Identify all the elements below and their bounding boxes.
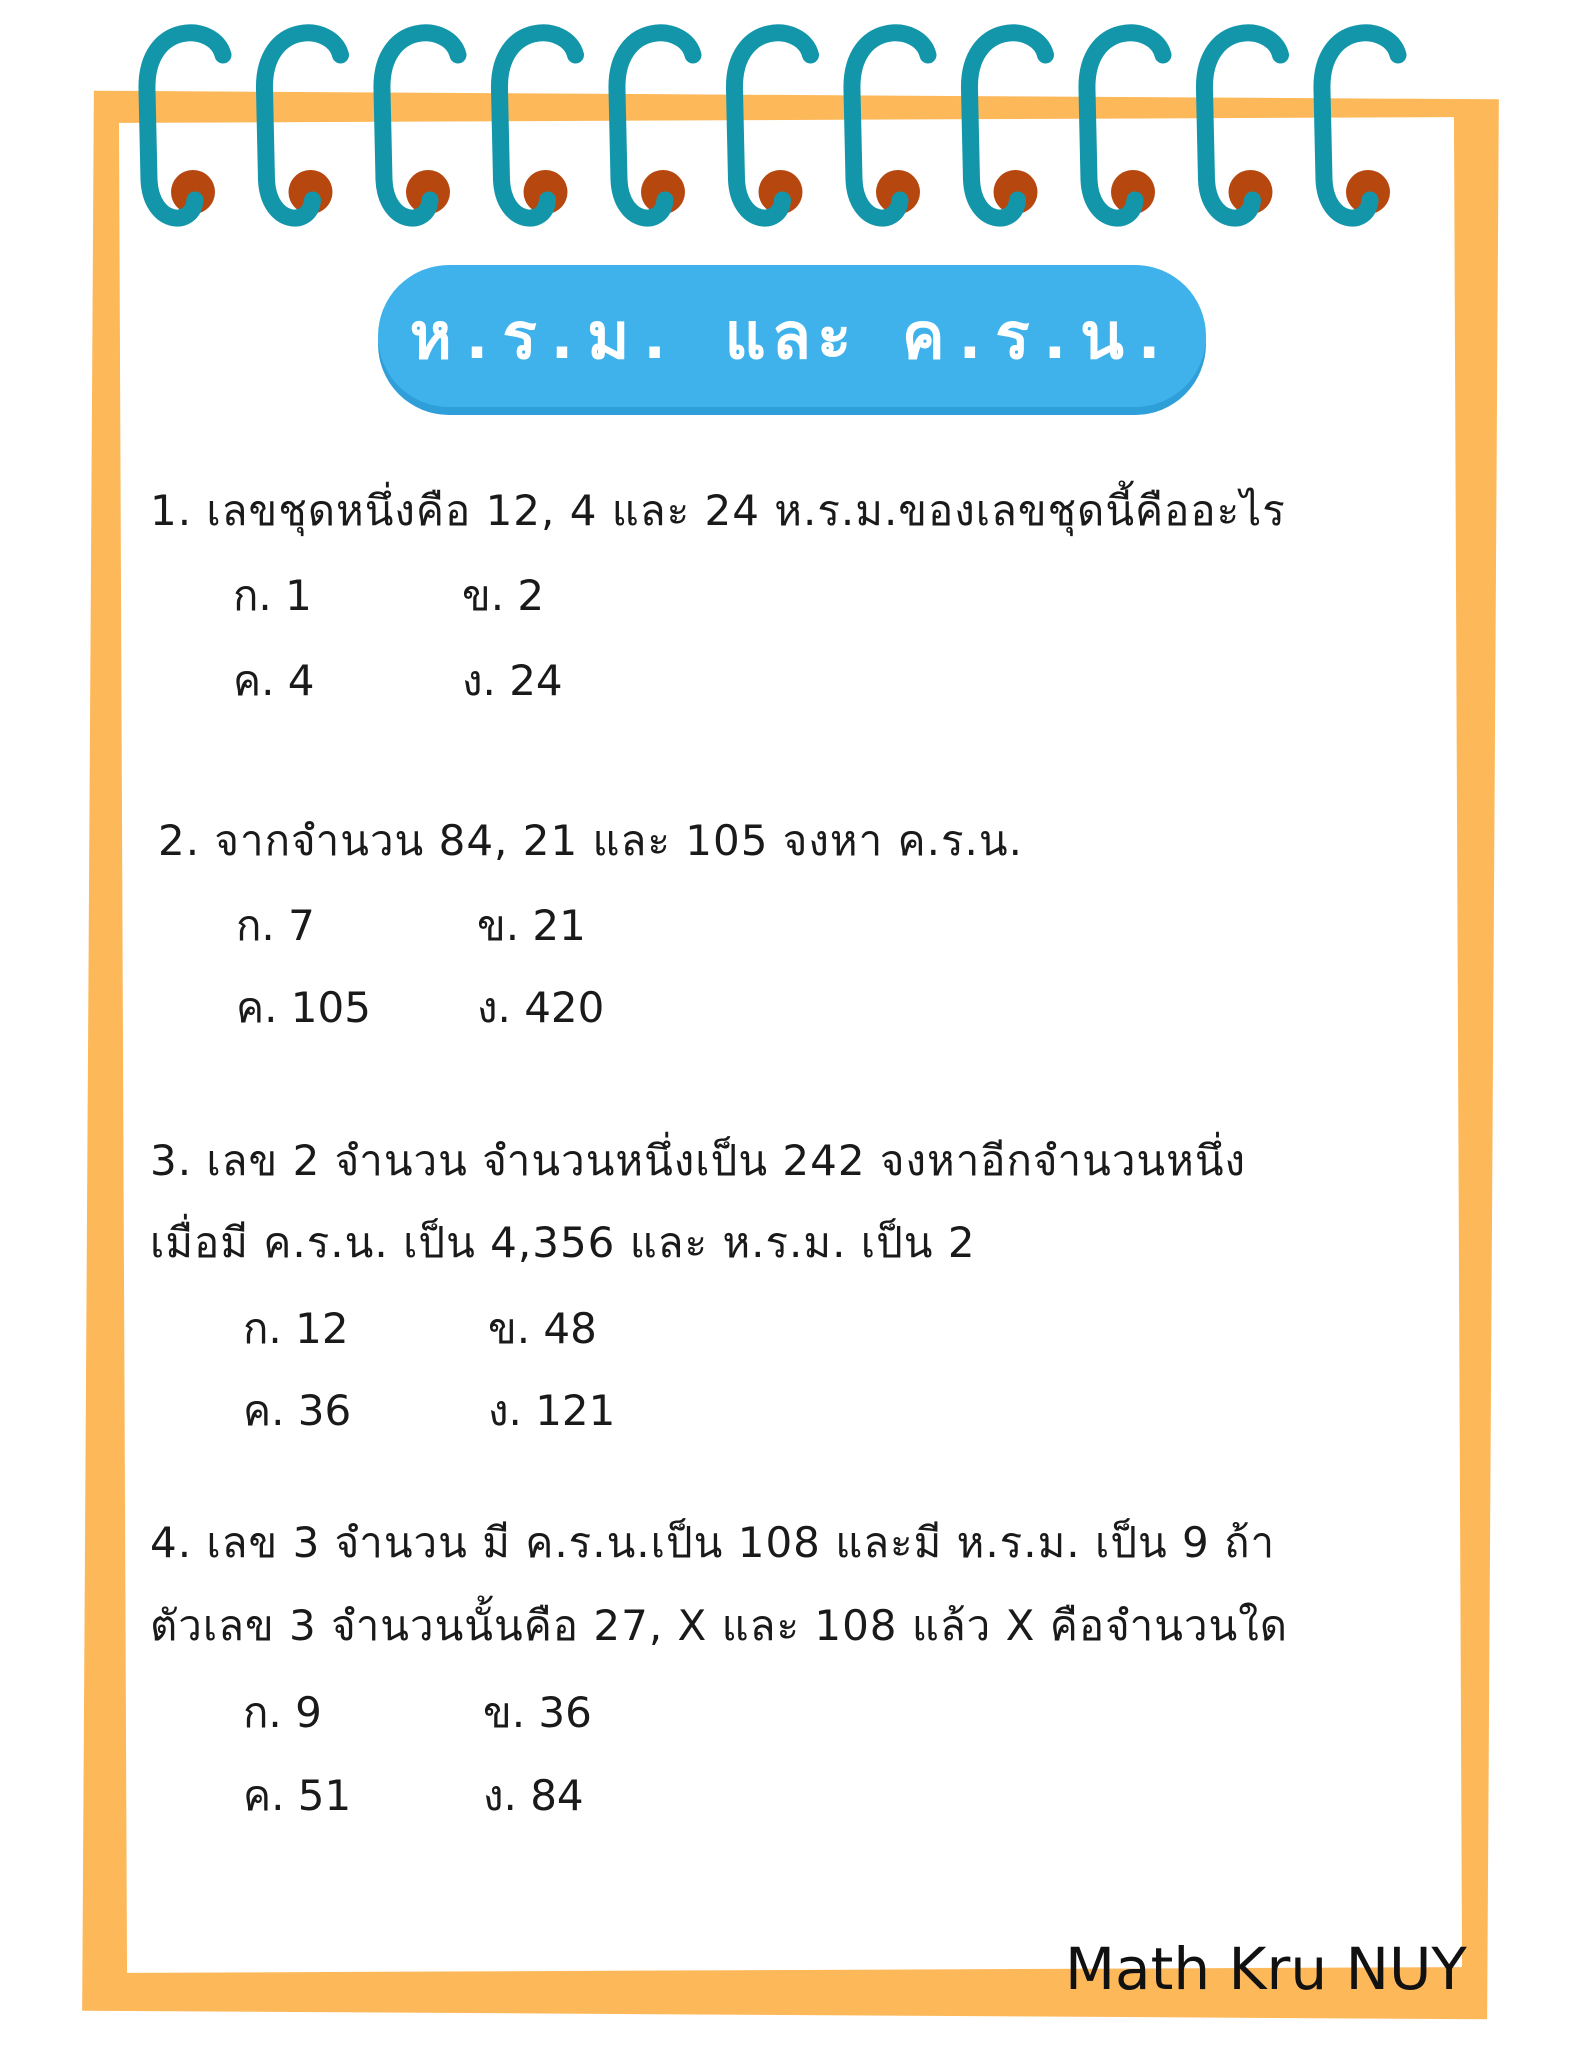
- question-2-option-a: ก. 7: [236, 901, 315, 950]
- question-1: 1. เลขชุดหนึ่งคือ 12, 4 และ 24 ห.ร.ม.ของเลขชุดนี้คืออะไร: [150, 486, 1286, 535]
- question-4-line-2: ตัวเลข 3 จำนวนนั้นคือ 27, X และ 108 แล้ว X คือจำนวนใด: [150, 1601, 1289, 1650]
- question-1-option-b: ข. 2: [462, 571, 545, 620]
- question-4-option-c: ค. 51: [243, 1771, 352, 1820]
- question-2-option-c: ค. 105: [236, 983, 371, 1032]
- signature: Math Kru NUY: [1065, 1935, 1467, 2003]
- question-2-option-d: ง. 420: [477, 983, 605, 1032]
- question-1-option-a: ก. 1: [233, 571, 312, 620]
- question-4-line-1: 4. เลข 3 จำนวน มี ค.ร.น.เป็น 108 และมี ห.ร.ม. เป็น 9 ถ้า: [150, 1518, 1276, 1567]
- question-3-option-a: ก. 12: [243, 1304, 349, 1353]
- question-2: 2. จากจำนวน 84, 21 และ 105 จงหา ค.ร.น.: [158, 816, 1023, 865]
- question-3-line-1: 3. เลข 2 จำนวน จำนวนหนึ่งเป็น 242 จงหาอีกจำนวนหนึ่ง: [150, 1136, 1247, 1185]
- question-3-option-b: ข. 48: [488, 1304, 597, 1353]
- question-2-option-b: ข. 21: [477, 901, 586, 950]
- question-3-option-c: ค. 36: [243, 1386, 352, 1435]
- question-1-option-c: ค. 4: [233, 656, 315, 705]
- question-1-option-d: ง. 24: [462, 656, 563, 705]
- title-banner: [378, 265, 1206, 407]
- question-3-line-2: เมื่อมี ค.ร.น. เป็น 4,356 และ ห.ร.ม. เป็น 2: [150, 1218, 976, 1267]
- question-4-option-a: ก. 9: [243, 1688, 322, 1737]
- question-3-option-d: ง. 121: [488, 1386, 616, 1435]
- question-4-option-d: ง. 84: [483, 1771, 584, 1820]
- page-title: ห.ร.ม. และ ค.ร.น.: [409, 300, 1175, 374]
- question-4-option-b: ข. 36: [483, 1688, 592, 1737]
- spiral-binding: [0, 0, 1582, 240]
